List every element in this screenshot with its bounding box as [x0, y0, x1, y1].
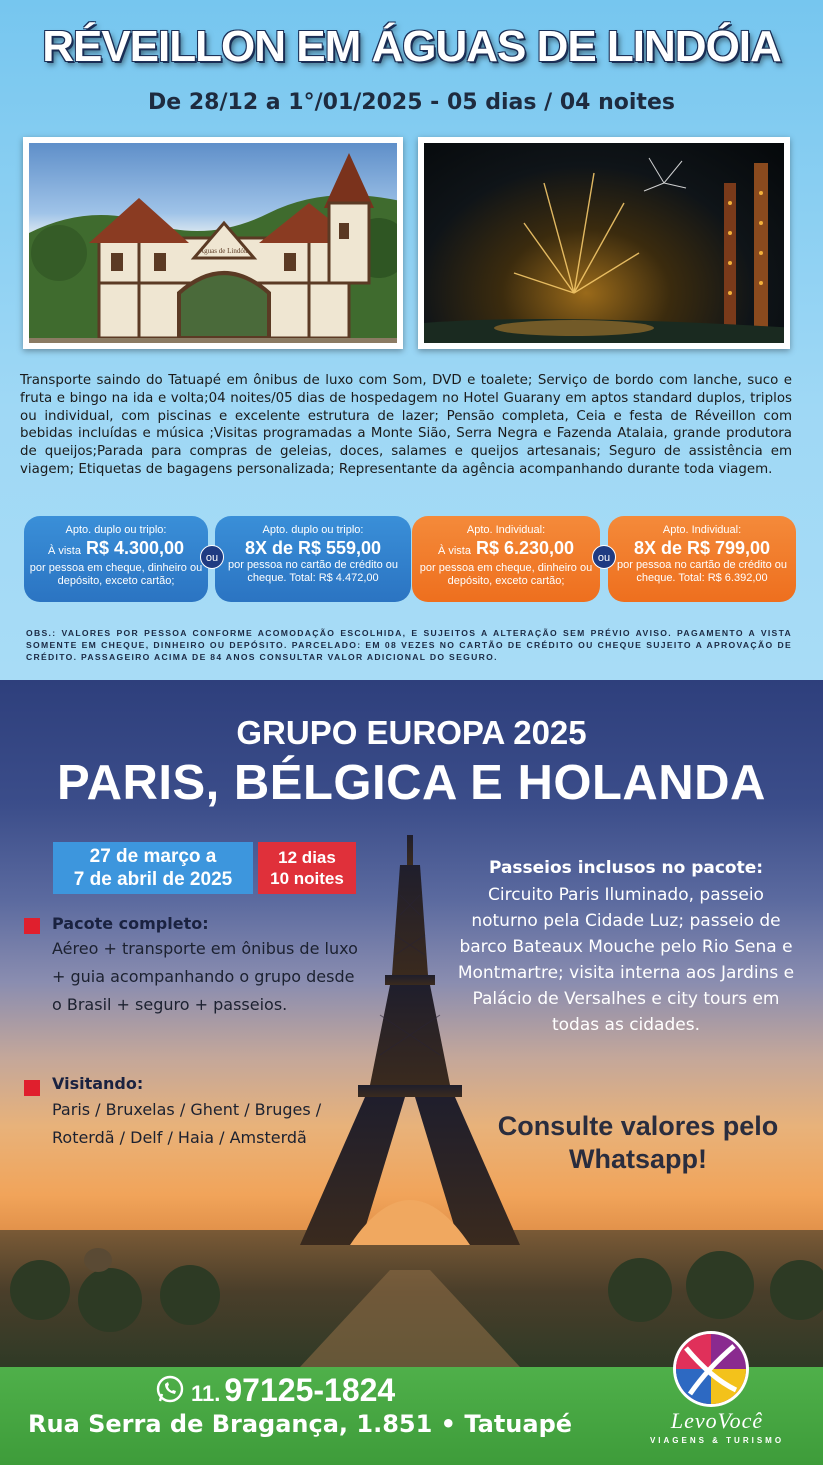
price-prefix: À vista [47, 545, 81, 557]
price-duplo-a-vista [24, 516, 208, 602]
address: Rua Serra de Bragança, 1.851 • Tatuapé [28, 1410, 573, 1438]
pacote-heading: Pacote completo: [52, 914, 209, 933]
reveillon-description: Transporte saindo do Tatuapé em ônibus de luxo com Som, DVD e toalete; Serviço de bordo com lanche, suco e fruta e bingo na ida e volta;04 noites/05 dias de hospedagem no Hotel Guarany em aptos standard duplos, triplos ou individual, com piscinas e excelente estrutura de lazer; Pensão completa, Ceia e festa de Réveillon com bebidas incluídas e música ;Visitas programadas a Monte Sião, Serra Negra e Fazenda Atalaia, grande produtora de queijos;Parada para compras de geleias, doces, salames e queijos artesanais; Seguro de assistência em viagem; Etiquetas de bagagens personalizada; Representante da agência acompanhando durante toda viagem. [20, 373, 792, 477]
price-value-line [412, 537, 600, 562]
price-label: Apto. duplo ou triplo: [65, 524, 167, 536]
passeios-heading: Passeios inclusos no pacote: [488, 858, 764, 878]
price-label: Apto. duplo ou triplo: [262, 524, 364, 536]
price-label: Apto. Individual: [466, 524, 546, 536]
reveillon-title: RÉVEILLON EM ÁGUAS DE LINDÓIA [42, 22, 781, 71]
svg-text:Águas de Lindóia: Águas de Lindóia [199, 247, 249, 255]
whatsapp-icon [155, 1374, 185, 1404]
price-note: por pessoa em cheque, dinheiro ou depósito, exceto cartão; [419, 562, 593, 587]
price-individual-a-vista [412, 516, 600, 602]
price-duplo-parcelado [215, 516, 411, 602]
consulte-whatsapp-text: Consulte valores pelo Whatsapp! [497, 1111, 779, 1174]
ou-badge: ou [200, 545, 224, 569]
price-prefix: À vista [437, 545, 471, 557]
dates-line-1: 27 de março a [89, 846, 217, 867]
visitando-text: Paris / Bruxelas / Ghent / Bruges / Roterdã / Delf / Haia / Amsterdã [52, 1100, 322, 1147]
ou-badge: ou [592, 545, 616, 569]
price-label: Apto. Individual: [662, 524, 742, 536]
europa-destinations-title: PARIS, BÉLGICA E HOLANDA [57, 756, 766, 810]
price-value: R$ 6.230,00 [475, 538, 575, 558]
observations-note: OBS.: VALORES POR PESSOA CONFORME ACOMODAÇÃO ESCOLHIDA, E SUJEITOS A ALTERAÇÃO SEM PRÉVIO AVISO. PAGAMENTO A VISTA SOMENTE EM CHEQUE, DINHEIRO OU DEPÓSITO. PARCELADO: EM 08 VEZES NO CARTÃO DE CRÉDITO OU CHEQUE SUJEITO A APROVAÇÃO DE CRÉDITO. PASSAGEIRO ACIMA DE 84 ANOS CONSULTAR VALOR ADICIONAL DO SEGURO. [26, 628, 792, 662]
days-line-1: 12 dias [278, 848, 336, 867]
europa-days-badge [258, 842, 356, 894]
brand-subtitle: VIAGENS & TURISMO [649, 1436, 785, 1445]
price-note: por pessoa em cheque, dinheiro ou depósito, exceto cartão; [29, 562, 203, 587]
price-note: por pessoa no cartão de crédito ou cheque. Total: R$ 6.392,00 [616, 559, 787, 584]
phone-number[interactable] [155, 1372, 395, 1409]
photo-fireworks-night [418, 137, 790, 349]
price-value: 8X de R$ 799,00 [633, 538, 771, 558]
price-value-line [24, 537, 208, 562]
bullet-square-icon [24, 1080, 40, 1096]
europa-dates-badge [53, 842, 253, 894]
price-note: por pessoa no cartão de crédito ou cheque. Total: R$ 4.472,00 [227, 559, 398, 584]
visitando-heading: Visitando: [52, 1074, 144, 1093]
dates-line-2: 7 de abril de 2025 [73, 869, 233, 890]
price-individual-parcelado [608, 516, 796, 602]
reveillon-subtitle: De 28/12 a 1°/01/2025 - 05 dias / 04 noites [148, 90, 675, 115]
pacote-text: Aéreo + transporte em ônibus de luxo + guia acompanhando o grupo desde o Brasil + seguro + passeios. [52, 939, 358, 1014]
price-value: 8X de R$ 559,00 [244, 538, 382, 558]
passeios-text: Circuito Paris Iluminado, passeio noturno pela Cidade Luz; passeio de barco Bateaux Mouche pelo Rio Sena e Montmartre; visita interna aos Jardins e Palácio de Versalhes e city tours em todas as cidades. [457, 885, 795, 1035]
phone-prefix: 11. [191, 1381, 221, 1406]
photo-aguas-de-lindoia-portal [23, 137, 403, 349]
bullet-square-icon [24, 918, 40, 934]
europa-group-title: GRUPO EUROPA 2025 [236, 714, 587, 751]
days-line-2: 10 noites [270, 869, 344, 888]
price-value: R$ 4.300,00 [85, 538, 185, 558]
phone-value: 97125-1824 [224, 1372, 396, 1408]
levovoce-logo-icon [668, 1328, 754, 1410]
brand-name: LevoVocê [670, 1408, 764, 1433]
